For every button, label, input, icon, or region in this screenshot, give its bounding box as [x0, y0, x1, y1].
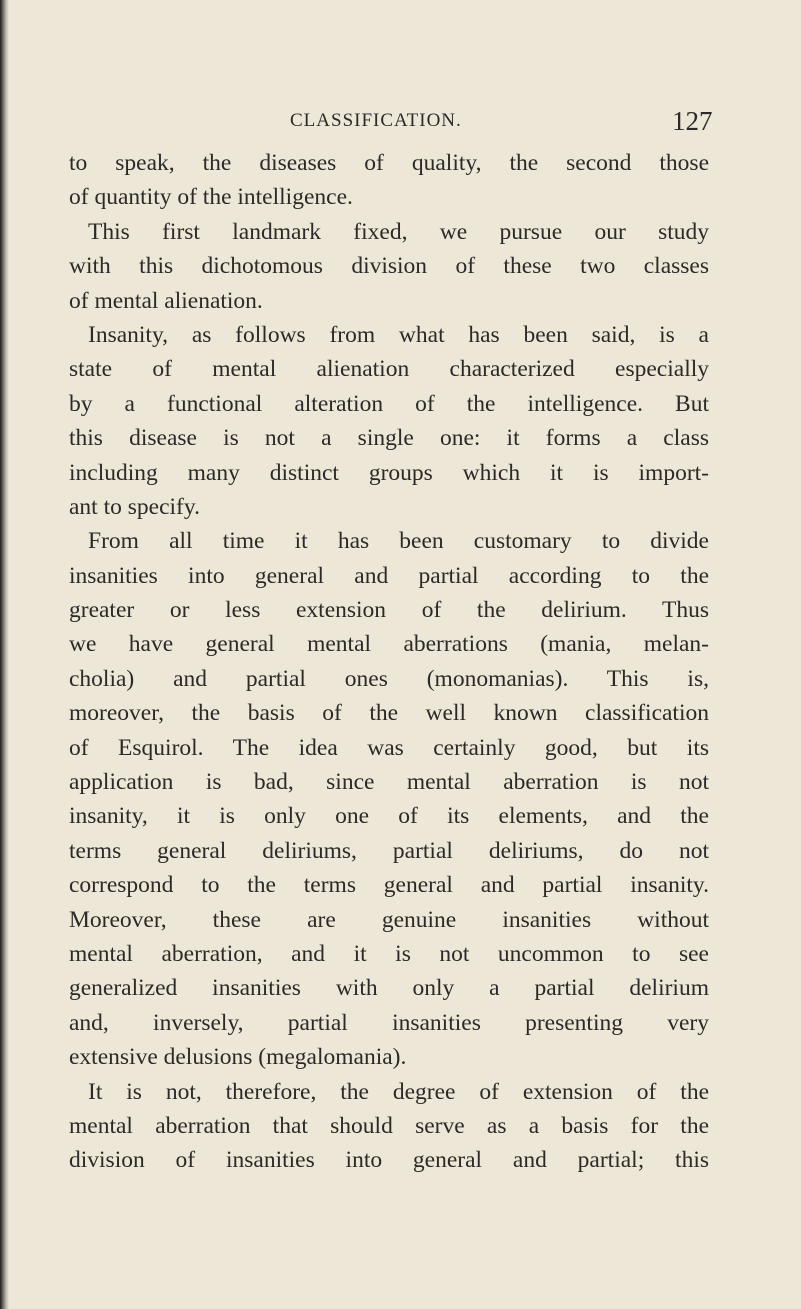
- text-line: with this dichotomous division of these two classes: [69, 253, 709, 280]
- text-line: mental aberration, and it is not uncommon to see: [69, 940, 709, 967]
- text-line: insanity, it is only one of its elements, and the: [69, 803, 709, 830]
- text-line: of Esquirol. The idea was certainly good, but its: [69, 734, 709, 761]
- text-line: Moreover, these are genuine insanities without: [69, 906, 709, 933]
- text-line: of mental alienation.: [69, 287, 263, 314]
- text-line: of quantity of the intelligence.: [69, 184, 353, 211]
- text-line: mental aberration that should serve as a basis for the: [69, 1112, 709, 1139]
- text-line: division of insanities into general and partial; this: [69, 1147, 709, 1174]
- text-line: Insanity, as follows from what has been said, is a: [88, 321, 709, 348]
- text-line: terms general deliriums, partial deliriums, do not: [69, 837, 709, 864]
- text-line: cholia) and partial ones (monomanias). This is,: [69, 665, 709, 692]
- text-line: including many distinct groups which it is import-: [69, 459, 709, 486]
- text-line: greater or less extension of the delirium. Thus: [69, 597, 709, 624]
- text-line: insanities into general and partial according to the: [69, 562, 709, 589]
- text-line: this disease is not a single one: it forms a class: [69, 425, 709, 452]
- page-number: 127: [672, 106, 713, 136]
- text-line: to speak, the diseases of quality, the second those: [69, 150, 709, 176]
- text-line: state of mental alienation characterized especially: [69, 356, 709, 383]
- text-line: and, inversely, partial insanities presenting very: [69, 1009, 709, 1036]
- text-line: application is bad, since mental aberration is not: [69, 769, 709, 796]
- text-line: From all time it has been customary to divide: [88, 528, 709, 555]
- text-line: moreover, the basis of the well known classification: [69, 700, 709, 727]
- page-header: [0, 106, 801, 140]
- running-head: CLASSIFICATION.: [290, 110, 462, 131]
- text-line: by a functional alteration of the intelligence. But: [69, 390, 709, 417]
- text-line: generalized insanities with only a partial delirium: [69, 975, 709, 1002]
- text-line: we have general mental aberrations (mania, melan-: [69, 631, 709, 658]
- text-line: extensive delusions (megalomania).: [69, 1044, 407, 1071]
- text-line: ant to specify.: [69, 493, 200, 520]
- body-text: [69, 146, 709, 1178]
- page-binding-edge: [0, 0, 9, 1309]
- text-line: It is not, therefore, the degree of extension of the: [88, 1078, 709, 1105]
- text-line: This first landmark fixed, we pursue our study: [88, 218, 709, 245]
- text-line: correspond to the terms general and partial insanity.: [69, 872, 709, 899]
